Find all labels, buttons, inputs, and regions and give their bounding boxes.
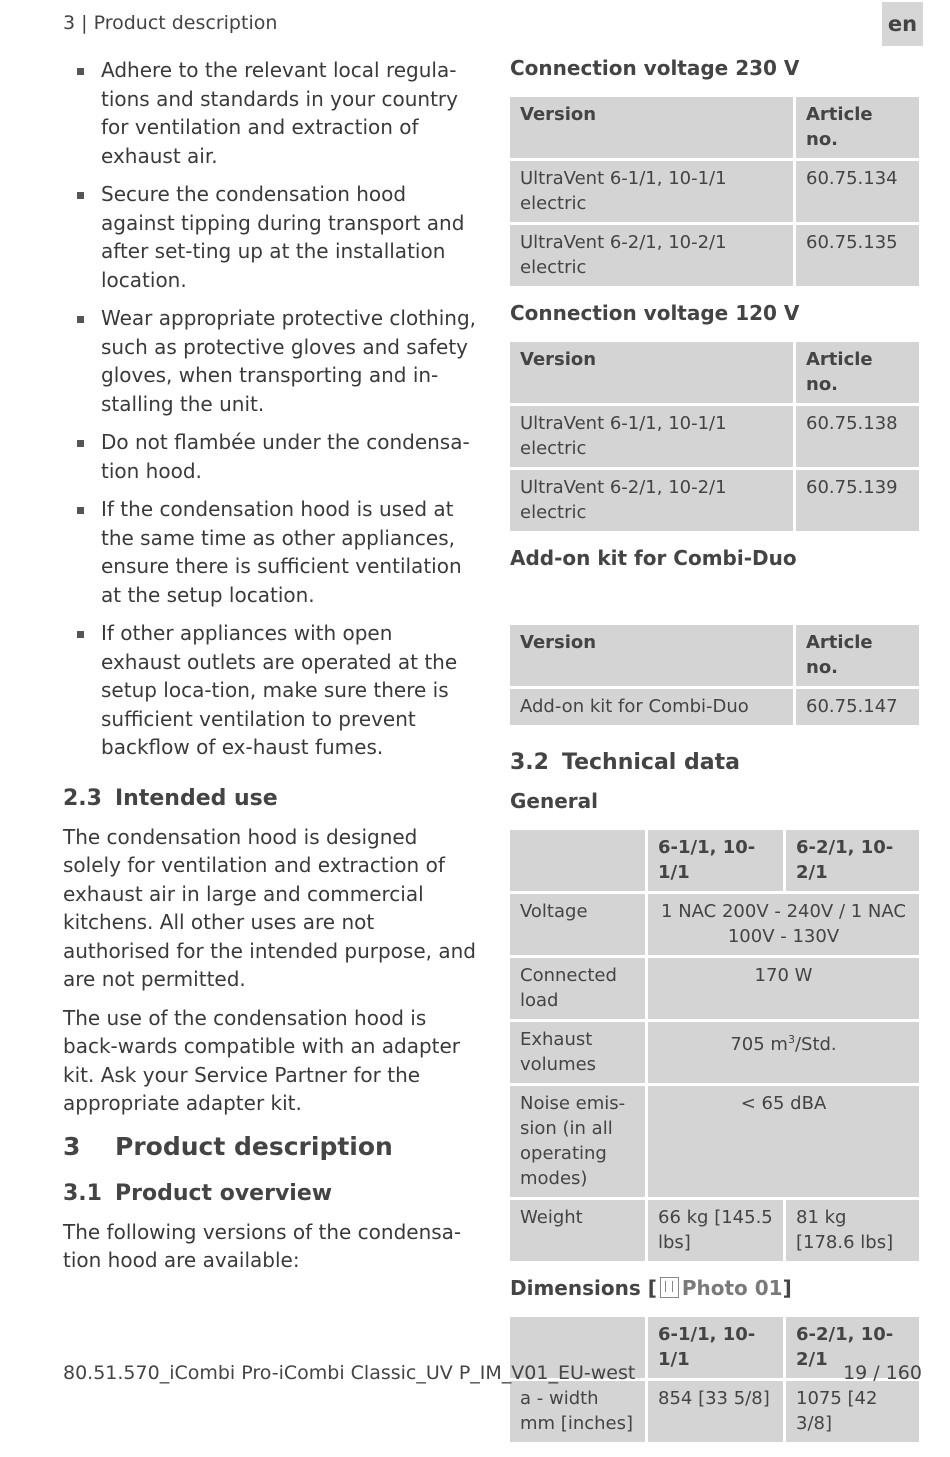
dimensions-heading: Dimensions [ Photo 01]	[510, 1276, 792, 1300]
bullet-square-icon	[77, 316, 84, 323]
left-column	[63, 56, 478, 1285]
table-row: a - width mm [inches] 854 [33 5/8] 1075 [42 3/8]	[510, 1381, 919, 1442]
list-item: If other appliances with open exhaust outlets are operated at the setup loca-tion, make sure there is sufficient ventilation to prevent backflow of ex-haust fumes.	[63, 619, 478, 762]
bullet-square-icon	[77, 507, 84, 514]
table-row: Exhaust volumes 705 $m^3$/Std.	[510, 1022, 919, 1083]
list-item: Do not flambée under the condensa-tion hood.	[63, 428, 478, 485]
list-item: Secure the condensation hood against tipping during transport and after set-ting up at the installation location.	[63, 180, 478, 294]
safety-list	[63, 56, 478, 762]
bullet-square-icon	[77, 192, 84, 199]
bullet-square-icon	[77, 68, 84, 75]
product-overview-heading: 3.1 Product overview	[63, 1180, 333, 1206]
language-badge: en	[882, 2, 923, 46]
intended-use-paragraph: The condensation hood is designed solely for ventilation and extraction of exhaust air in large and commercial kitchens. All other uses are not authorised for the intended purpose, and are not permitted.	[63, 824, 476, 991]
table-row: UltraVent 6-2/1, 10-2/1 electric 60.75.139	[510, 470, 919, 531]
table-row: Noise emis-sion (in all operating modes) < 65 dBA	[510, 1086, 919, 1197]
footer-document-id: 80.51.570_iCombi Pro-iCombi Classic_UV P_IM_V01_EU-west	[63, 1362, 636, 1384]
voltage-230-heading: Connection voltage 230 V	[510, 56, 800, 80]
table-row: Add-on kit for Combi-Duo 60.75.147	[510, 689, 919, 725]
photo-link[interactable]: Photo 01	[681, 1276, 783, 1300]
addon-heading: Add-on kit for Combi-Duo	[510, 546, 797, 570]
table-row: Connected load 170 W	[510, 958, 919, 1019]
bullet-square-icon	[77, 631, 84, 638]
general-heading: General	[510, 789, 598, 813]
intended-use-heading: 2.3 Intended use	[63, 785, 278, 811]
product-description-heading: 3 Product description	[63, 1131, 393, 1161]
product-overview-paragraph: The following versions of the condensa-tion hood are available:	[63, 1219, 462, 1272]
table-row: Weight 66 kg [145.5 lbs] 81 kg [178.6 lbs]	[510, 1200, 919, 1261]
adapter-kit-paragraph: The use of the condensation hood is back-wards compatible with an adapter kit. Ask your Service Partner for the appropriate adapter kit.	[63, 1005, 461, 1115]
technical-data-heading: 3.2 Technical data	[510, 750, 740, 775]
voltage-120-heading: Connection voltage 120 V	[510, 301, 800, 325]
table-row: UltraVent 6-2/1, 10-2/1 electric 60.75.135	[510, 225, 919, 286]
addon-table: Version Article no. Add-on kit for Combi-Duo 60.75.147	[507, 622, 922, 728]
voltage-230-table: Version Article no. UltraVent 6-1/1, 10-1/1 electric 60.75.134 UltraVent 6-2/1, 10-2/1 electric 60.75.135	[507, 94, 922, 289]
list-item: Adhere to the relevant local regula-tions and standards in your country for ventilation and extraction of exhaust air.	[63, 56, 478, 170]
voltage-120-table: Version Article no. UltraVent 6-1/1, 10-1/1 electric 60.75.138 UltraVent 6-2/1, 10-2/1 electric 60.75.139	[507, 339, 922, 534]
table-row: Voltage 1 NAC 200V - 240V / 1 NAC 100V - 130V	[510, 894, 919, 955]
list-item: Wear appropriate protective clothing, such as protective gloves and safety gloves, when transporting and in-stalling the unit.	[63, 304, 478, 418]
dimensions-table: 6-1/1, 10-1/1 6-2/1, 10-2/1 a - width mm [inches] 854 [33 5/8] 1075 [42 3/8]	[507, 1314, 922, 1445]
table-row: UltraVent 6-1/1, 10-1/1 electric 60.75.138	[510, 406, 919, 467]
running-header: 3 | Product description	[63, 12, 278, 34]
right-column	[510, 56, 922, 1457]
general-table: 6-1/1, 10-1/1 6-2/1, 10-2/1 Voltage 1 NAC 200V - 240V / 1 NAC 100V - 130V Connected load 170 W Exhaust volumes 705 $m^3$/Std. Noise emis-sion (in all operating modes) < 65 dBA Weight 66 kg [145.5 lbs] 81 kg [178.6 lbs]	[507, 827, 922, 1264]
bullet-square-icon	[77, 440, 84, 447]
table-row: UltraVent 6-1/1, 10-1/1 electric 60.75.134	[510, 161, 919, 222]
photo-icon	[660, 1277, 679, 1298]
footer-page-number: 19 / 160	[843, 1362, 922, 1384]
list-item: If the condensation hood is used at the same time as other appliances, ensure there is sufficient ventilation at the setup location.	[63, 495, 478, 609]
